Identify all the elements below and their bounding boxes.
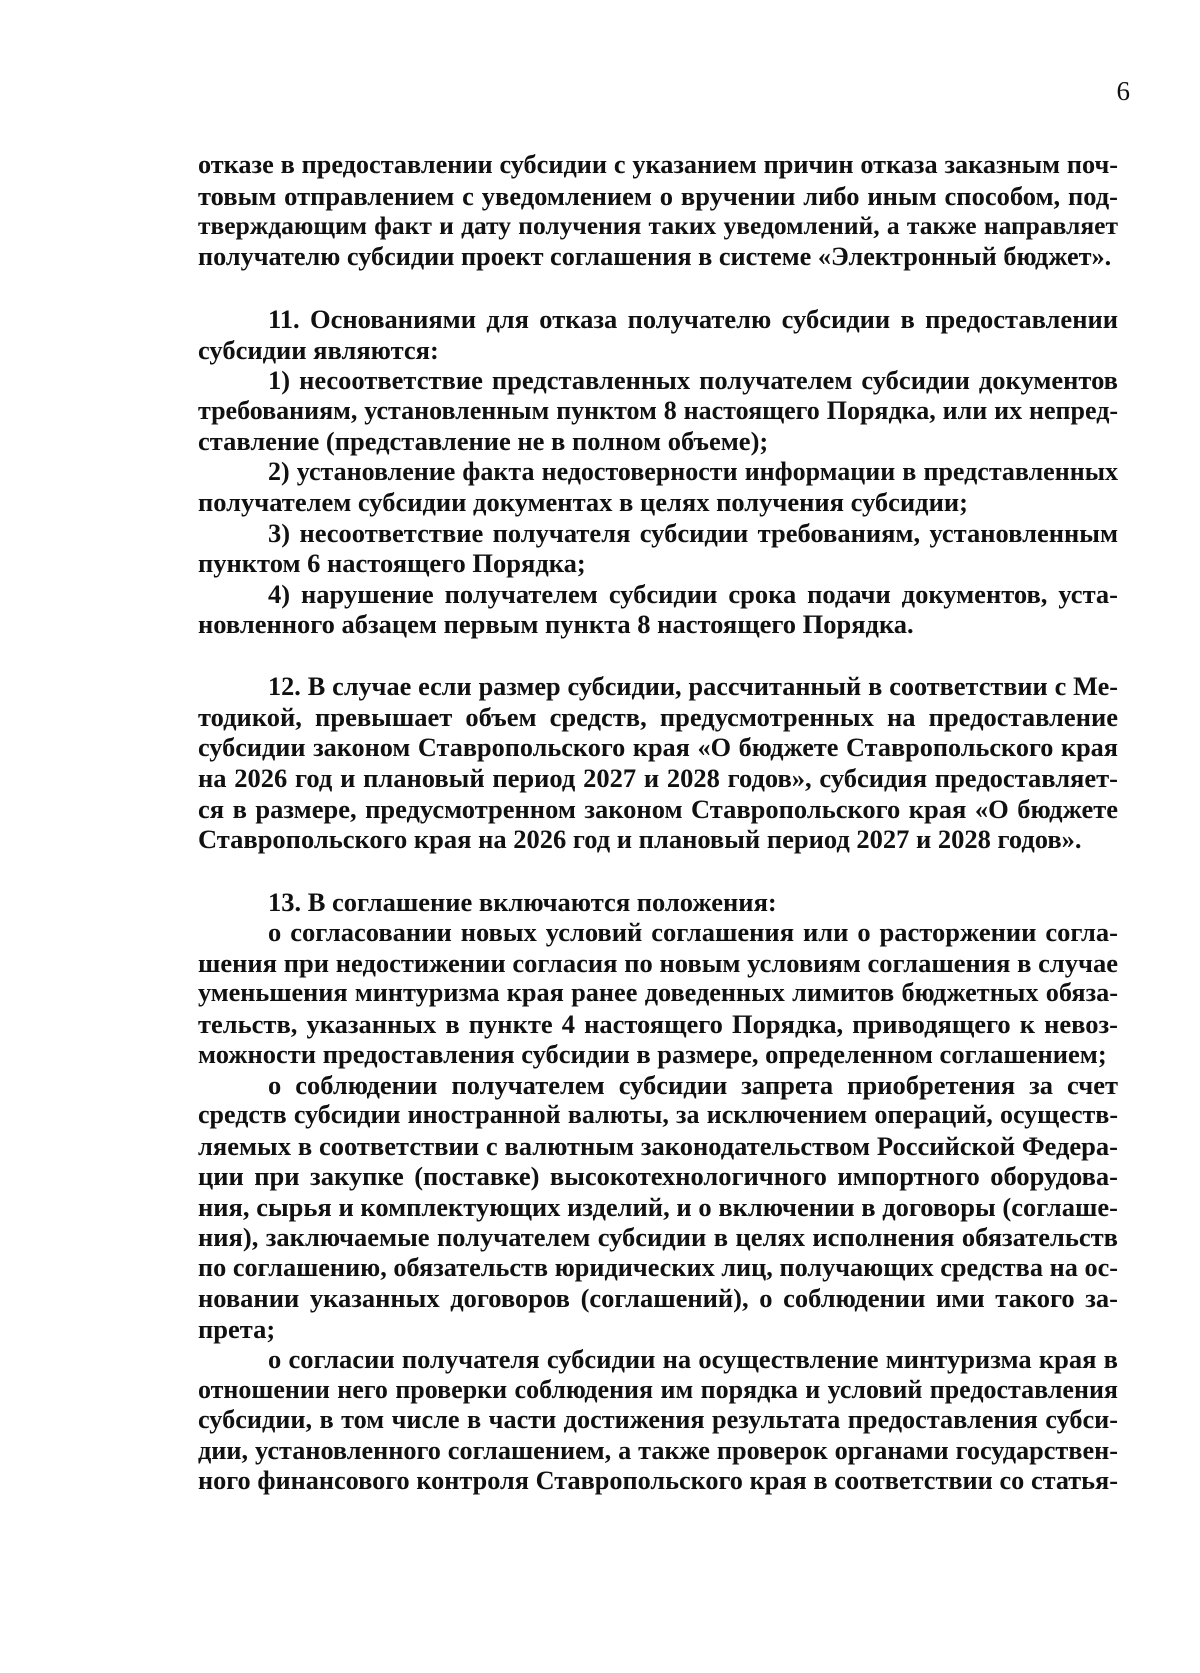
text-line: пунктом 6 настоящего Порядка; bbox=[198, 548, 586, 578]
text-line: отношении него проверки соблюдения им порядка и условий предоставления bbox=[198, 1374, 1118, 1404]
text-line: Ставропольского края на 2026 год и плановый период 2027 и 2028 годов». bbox=[198, 824, 1082, 854]
paragraph-block bbox=[198, 672, 1118, 855]
text-line: ся в размере, предусмотренном законом Ставропольского края «О бюджете bbox=[198, 793, 1118, 824]
text-line: 13. В соглашение включаются положения: bbox=[268, 886, 777, 917]
text-line: субсидии являются: bbox=[198, 334, 439, 365]
text-line: ставление (представление не в полном объеме); bbox=[198, 426, 769, 456]
text-line: на 2026 год и плановый период 2027 и 2028 годов», субсидия предоставляет- bbox=[198, 763, 1118, 793]
text-line: новании указанных договоров (соглашений), о соблюдении ими такого за- bbox=[198, 1283, 1118, 1313]
text-line: субсидии, в том числе в части достижения результата предоставления субси- bbox=[198, 1405, 1118, 1434]
paragraph-block bbox=[198, 887, 1118, 1497]
text-line: получателю субсидии проект соглашения в системе «Электронный бюджет». bbox=[198, 241, 1112, 271]
page-number: 6 bbox=[1116, 76, 1130, 106]
text-line: о согласовании новых условий соглашения или о расторжении согла- bbox=[268, 917, 1118, 947]
text-line: ного финансового контроля Ставропольского края в соответствии со статья- bbox=[198, 1466, 1118, 1495]
text-line: прета; bbox=[198, 1313, 276, 1344]
text-line: о соблюдении получателем субсидии запрета приобретения за счет bbox=[268, 1069, 1118, 1100]
text-line: уменьшения минтуризма края ранее доведенных лимитов бюджетных обяза- bbox=[198, 978, 1118, 1007]
paragraph-block bbox=[198, 304, 1118, 640]
text-line: требованиям, установленным пунктом 8 настоящего Порядка, или их непред- bbox=[198, 395, 1118, 425]
text-line: получателем субсидии документах в целях получения субсидии; bbox=[198, 487, 968, 517]
text-line: можности предоставления субсидии в размере, определенном соглашением; bbox=[198, 1039, 1107, 1069]
text-line: дии, установленного соглашением, а также проверок органами государствен- bbox=[198, 1435, 1118, 1465]
text-line: 1) несоответствие представленных получателем субсидии документов bbox=[268, 365, 1118, 395]
text-line: 4) нарушение получателем субсидии срока подачи документов, уста- bbox=[268, 578, 1118, 609]
text-line: товым отправлением с уведомлением о вручении либо иным способом, под- bbox=[198, 180, 1118, 211]
document-body bbox=[198, 150, 1118, 1497]
text-line: 2) установление факта недостоверности информации в представленных bbox=[268, 456, 1118, 486]
text-line: о согласии получателя субсидии на осуществление минтуризма края в bbox=[268, 1344, 1118, 1374]
text-line: тодикой, превышает объем средств, предусмотренных на предоставление bbox=[198, 702, 1118, 732]
text-line: ния), заключаемые получателем субсидии в целях исполнения обязательств bbox=[198, 1222, 1118, 1252]
text-line: по соглашению, обязательств юридических лиц, получающих средства на ос- bbox=[198, 1252, 1118, 1282]
text-line: 11. Основаниями для отказа получателю субсидии в предоставлении bbox=[268, 304, 1118, 334]
text-line: ляемых в соответствии с валютным законодательством Российской Федера- bbox=[198, 1130, 1118, 1161]
text-line: ции при закупке (поставке) высокотехнологичного импортного оборудова- bbox=[198, 1161, 1118, 1191]
text-line: 3) несоответствие получателя субсидии требованиям, установленным bbox=[268, 517, 1118, 548]
text-line: средств субсидии иностранной валюты, за исключением операций, осуществ- bbox=[198, 1100, 1118, 1129]
paragraph-block bbox=[198, 150, 1118, 272]
text-line: шения при недостижении согласия по новым условиям соглашения в случае bbox=[198, 947, 1118, 978]
text-line: тельств, указанных в пункте 4 настоящего Порядка, приводящего к невоз- bbox=[198, 1008, 1118, 1039]
text-line: ния, сырья и комплектующих изделий, и о включении в договоры (соглаше- bbox=[198, 1191, 1118, 1222]
text-line: 12. В случае если размер субсидии, рассчитанный в соответствии с Ме- bbox=[268, 671, 1118, 701]
text-line: отказе в предоставлении субсидии с указанием причин отказа заказным поч- bbox=[198, 150, 1118, 179]
text-line: новленного абзацем первым пункта 8 настоящего Порядка. bbox=[198, 609, 914, 639]
text-line: тверждающим факт и дату получения таких уведомлений, а также направляет bbox=[198, 211, 1118, 240]
text-line: субсидии законом Ставропольского края «О бюджете Ставропольского края bbox=[198, 732, 1118, 762]
